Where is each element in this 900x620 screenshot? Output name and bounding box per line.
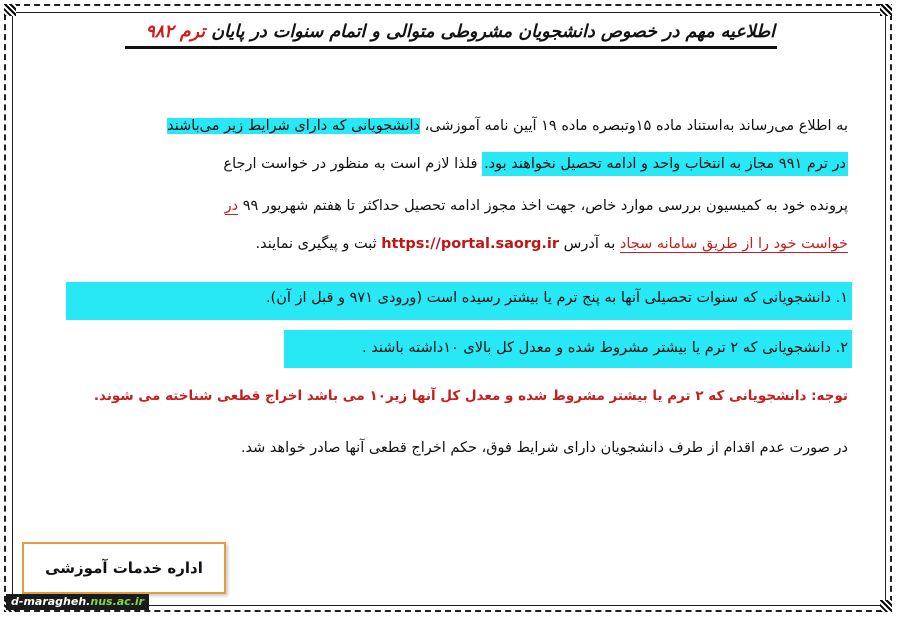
portal-url-link[interactable]: https://portal.saorg.ir <box>381 236 560 252</box>
paragraph-line <box>223 156 848 172</box>
item-2: ۲. دانشجویانی که ۲ ترم یا بیشتر مشروط شده و معدل کل بالای ۱۰داشته باشند . <box>362 340 848 356</box>
paragraph-line <box>167 118 848 134</box>
corner-ornament <box>880 4 892 16</box>
p1-line1-highlight: دانشجویانی که دارای شرایط زیر می‌باشند <box>167 118 421 134</box>
title-underline <box>125 46 777 49</box>
paragraph-line <box>256 236 848 252</box>
notice-title <box>125 22 775 42</box>
p1-sajad-link-text[interactable]: خواست خود را از طریق سامانه سجاد <box>619 236 848 252</box>
signature-box <box>22 542 226 594</box>
p1-line2-text: فلذا لازم است به منظور در خواست ارجاع <box>223 156 478 172</box>
note-warning: توجه: دانشجویانی که ۲ ترم یا بیشتر مشروط شده و معدل کل آنها زیر۱۰ می باشد اخراج قطعی شناخته می شوند. <box>93 388 848 404</box>
p1-line2-highlight: در ترم ۹۹۱ مجاز به انتخاب واحد و ادامه تحصیل نخواهند بود. <box>482 152 848 176</box>
closing-text: در صورت عدم اقدام از طرف دانشجویان دارای شرایط فوق، حکم اخراج قطعی آنها صادر خواهد شد. <box>240 440 848 456</box>
site-watermark <box>6 594 149 610</box>
p1-line3-red: در <box>224 198 239 214</box>
corner-ornament <box>880 600 892 612</box>
paragraph-line <box>225 198 848 214</box>
corner-ornament <box>4 4 16 16</box>
p1-line3-text: پرونده خود به کمیسیون بررسی موارد خاص، جهت اخذ مجوز ادامه تحصیل حداکثر تا هفتم شهریور ۹۹ <box>242 198 848 214</box>
p1-line4-text: به آدرس <box>563 236 616 252</box>
item-1: ۱. دانشجویانی که سنوات تحصیلی آنها به پنج ترم یا بیشتر رسیده است (ورودی ۹۷۱ و قبل از آن). <box>265 290 848 306</box>
watermark-prefix: d-maragheh. <box>11 595 91 608</box>
p1-line1-text: به اطلاع می‌رساند به‌استناد ماده ۱۵وتبصره ماده ۱۹ آیین نامه آموزشی، <box>424 118 848 134</box>
title-main: اطلاعیه مهم در خصوص دانشجویان مشروطی متوالی و اتمام سنوات در پایان <box>211 22 775 42</box>
title-term: ترم ۹۸۲ <box>145 22 206 42</box>
signature-text: اداره خدمات آموزشی <box>45 559 203 577</box>
watermark-suffix: nus.ac.ir <box>90 595 145 608</box>
p1-line4-end: ثبت و پیگیری نمایند. <box>255 236 377 252</box>
